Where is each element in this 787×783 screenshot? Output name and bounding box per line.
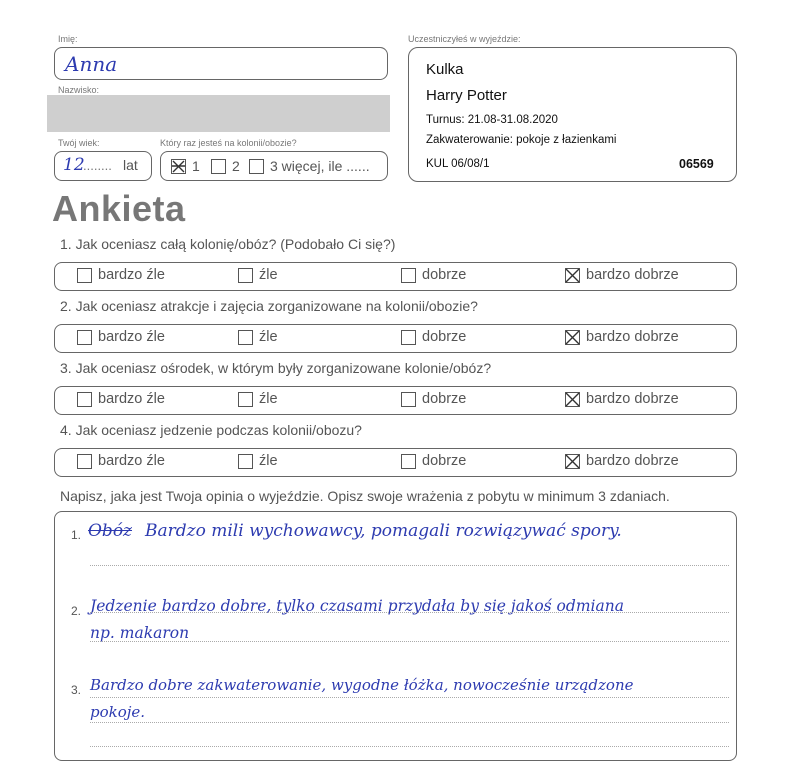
trip-accommodation: Zakwaterowanie: pokoje z łazienkami <box>426 134 617 146</box>
answer-2-line-2: np. makaron <box>90 624 190 642</box>
checkbox[interactable] <box>565 268 580 283</box>
answer-3-line-2: pokoje. <box>90 703 146 721</box>
trip-line-2: Harry Potter <box>426 87 507 104</box>
checkbox[interactable] <box>401 268 416 283</box>
option-label: dobrze <box>422 391 467 407</box>
rating-option[interactable] <box>238 453 278 469</box>
checkbox[interactable] <box>77 330 92 345</box>
option-label: bardzo dobrze <box>586 329 679 345</box>
opinion-prompt: Napisz, jaka jest Twoja opinia o wyjeździe. Opisz swoje wrażenia z pobytu w minimum 3 zdaniach. <box>60 488 670 504</box>
name-label: Imię: <box>58 34 78 44</box>
rating-option[interactable] <box>401 329 466 345</box>
checkbox[interactable] <box>565 392 580 407</box>
answer-number: 1. <box>71 528 82 542</box>
times-option-label: 1 <box>192 158 200 174</box>
trip-turnus: Turnus: 21.08-31.08.2020 <box>426 114 558 126</box>
trip-code: KUL 06/08/1 <box>426 158 490 170</box>
trip-info-box <box>408 47 737 182</box>
answer-number: 3. <box>71 683 82 697</box>
rating-option[interactable] <box>565 329 679 345</box>
rating-option[interactable] <box>565 391 679 407</box>
option-label: bardzo źle <box>98 329 165 345</box>
rating-option[interactable] <box>238 267 278 283</box>
answer-3-line-1: Bardzo dobre zakwaterowanie, wygodne łóżka, nowocześnie urządzone <box>90 676 634 694</box>
checkbox[interactable] <box>401 330 416 345</box>
dotted-line <box>90 697 729 698</box>
option-label: źle <box>259 453 278 469</box>
dotted-line <box>90 565 729 566</box>
times-field <box>160 151 388 181</box>
times-label: Który raz jesteś na kolonii/obozie? <box>160 138 297 148</box>
times-option-label: 2 <box>232 158 240 174</box>
option-label: bardzo źle <box>98 453 165 469</box>
question-2-options <box>54 324 737 353</box>
rating-option[interactable] <box>565 453 679 469</box>
checkbox[interactable] <box>401 392 416 407</box>
age-unit: lat <box>123 157 138 173</box>
option-label: bardzo źle <box>98 391 165 407</box>
check-x-icon <box>565 454 580 469</box>
times-option-label: 3 więcej, ile ...... <box>270 158 370 174</box>
check-x-icon <box>565 330 580 345</box>
checkbox[interactable] <box>249 159 264 174</box>
answer-2-line-1: Jedzenie bardzo dobre, tylko czasami przydała by się jakoś odmiana <box>90 597 624 615</box>
name-field[interactable] <box>54 47 388 80</box>
times-option-3[interactable] <box>249 158 370 174</box>
age-dots: ........ <box>83 158 112 173</box>
dotted-line <box>90 746 729 747</box>
checkbox[interactable] <box>401 454 416 469</box>
question-3-options <box>54 386 737 415</box>
checkbox[interactable] <box>211 159 226 174</box>
check-x-icon <box>171 159 186 174</box>
checkbox[interactable] <box>171 159 186 174</box>
checkbox[interactable] <box>77 392 92 407</box>
rating-option[interactable] <box>401 267 466 283</box>
option-label: bardzo źle <box>98 267 165 283</box>
option-label: dobrze <box>422 329 467 345</box>
checkbox[interactable] <box>238 454 253 469</box>
checkbox[interactable] <box>238 392 253 407</box>
option-label: bardzo dobrze <box>586 267 679 283</box>
age-value: 12 <box>63 155 85 175</box>
age-field[interactable] <box>54 151 152 181</box>
rating-option[interactable] <box>77 267 165 283</box>
option-label: bardzo dobrze <box>586 391 679 407</box>
name-value: Anna <box>65 52 118 76</box>
question-4-text: 4. Jak oceniasz jedzenie podczas kolonii/obozu? <box>60 422 362 438</box>
surname-label: Nazwisko: <box>58 85 100 95</box>
checkbox[interactable] <box>238 330 253 345</box>
rating-option[interactable] <box>401 453 466 469</box>
rating-option[interactable] <box>238 329 278 345</box>
check-x-icon <box>565 268 580 283</box>
option-label: dobrze <box>422 267 467 283</box>
dotted-line <box>90 641 729 642</box>
times-option-1[interactable] <box>171 158 200 174</box>
rating-option[interactable] <box>77 391 165 407</box>
option-label: dobrze <box>422 453 467 469</box>
checkbox[interactable] <box>565 454 580 469</box>
option-label: źle <box>259 391 278 407</box>
option-label: bardzo dobrze <box>586 453 679 469</box>
times-option-2[interactable] <box>211 158 240 174</box>
question-2-text: 2. Jak oceniasz atrakcje i zajęcia zorganizowane na kolonii/obozie? <box>60 298 478 314</box>
check-x-icon <box>565 392 580 407</box>
age-label: Twój wiek: <box>58 138 100 148</box>
checkbox[interactable] <box>238 268 253 283</box>
answer-1-line-1: Bardzo mili wychowawcy, pomagali rozwiązywać spory. <box>145 521 622 541</box>
trip-line-1: Kulka <box>426 61 464 78</box>
option-label: źle <box>259 267 278 283</box>
rating-option[interactable] <box>238 391 278 407</box>
rating-option[interactable] <box>77 329 165 345</box>
question-3-text: 3. Jak oceniasz ośrodek, w którym były zorganizowane kolonie/obóz? <box>60 360 492 376</box>
trip-label: Uczestniczyłeś w wyjeździe: <box>408 34 521 44</box>
question-1-options <box>54 262 737 291</box>
checkbox[interactable] <box>77 454 92 469</box>
trip-number: 06569 <box>679 157 714 171</box>
surname-redacted <box>47 95 390 132</box>
rating-option[interactable] <box>565 267 679 283</box>
question-1-text: 1. Jak oceniasz całą kolonię/obóz? (Podobało Ci się?) <box>60 236 396 252</box>
question-4-options <box>54 448 737 477</box>
rating-option[interactable] <box>401 391 466 407</box>
option-label: źle <box>259 329 278 345</box>
checkbox[interactable] <box>565 330 580 345</box>
checkbox[interactable] <box>77 268 92 283</box>
dotted-line <box>90 612 729 613</box>
dotted-line <box>90 722 729 723</box>
answer-number: 2. <box>71 604 82 618</box>
page-title: Ankieta <box>52 188 186 229</box>
rating-option[interactable] <box>77 453 165 469</box>
crossed-word: Obóz <box>88 521 133 541</box>
